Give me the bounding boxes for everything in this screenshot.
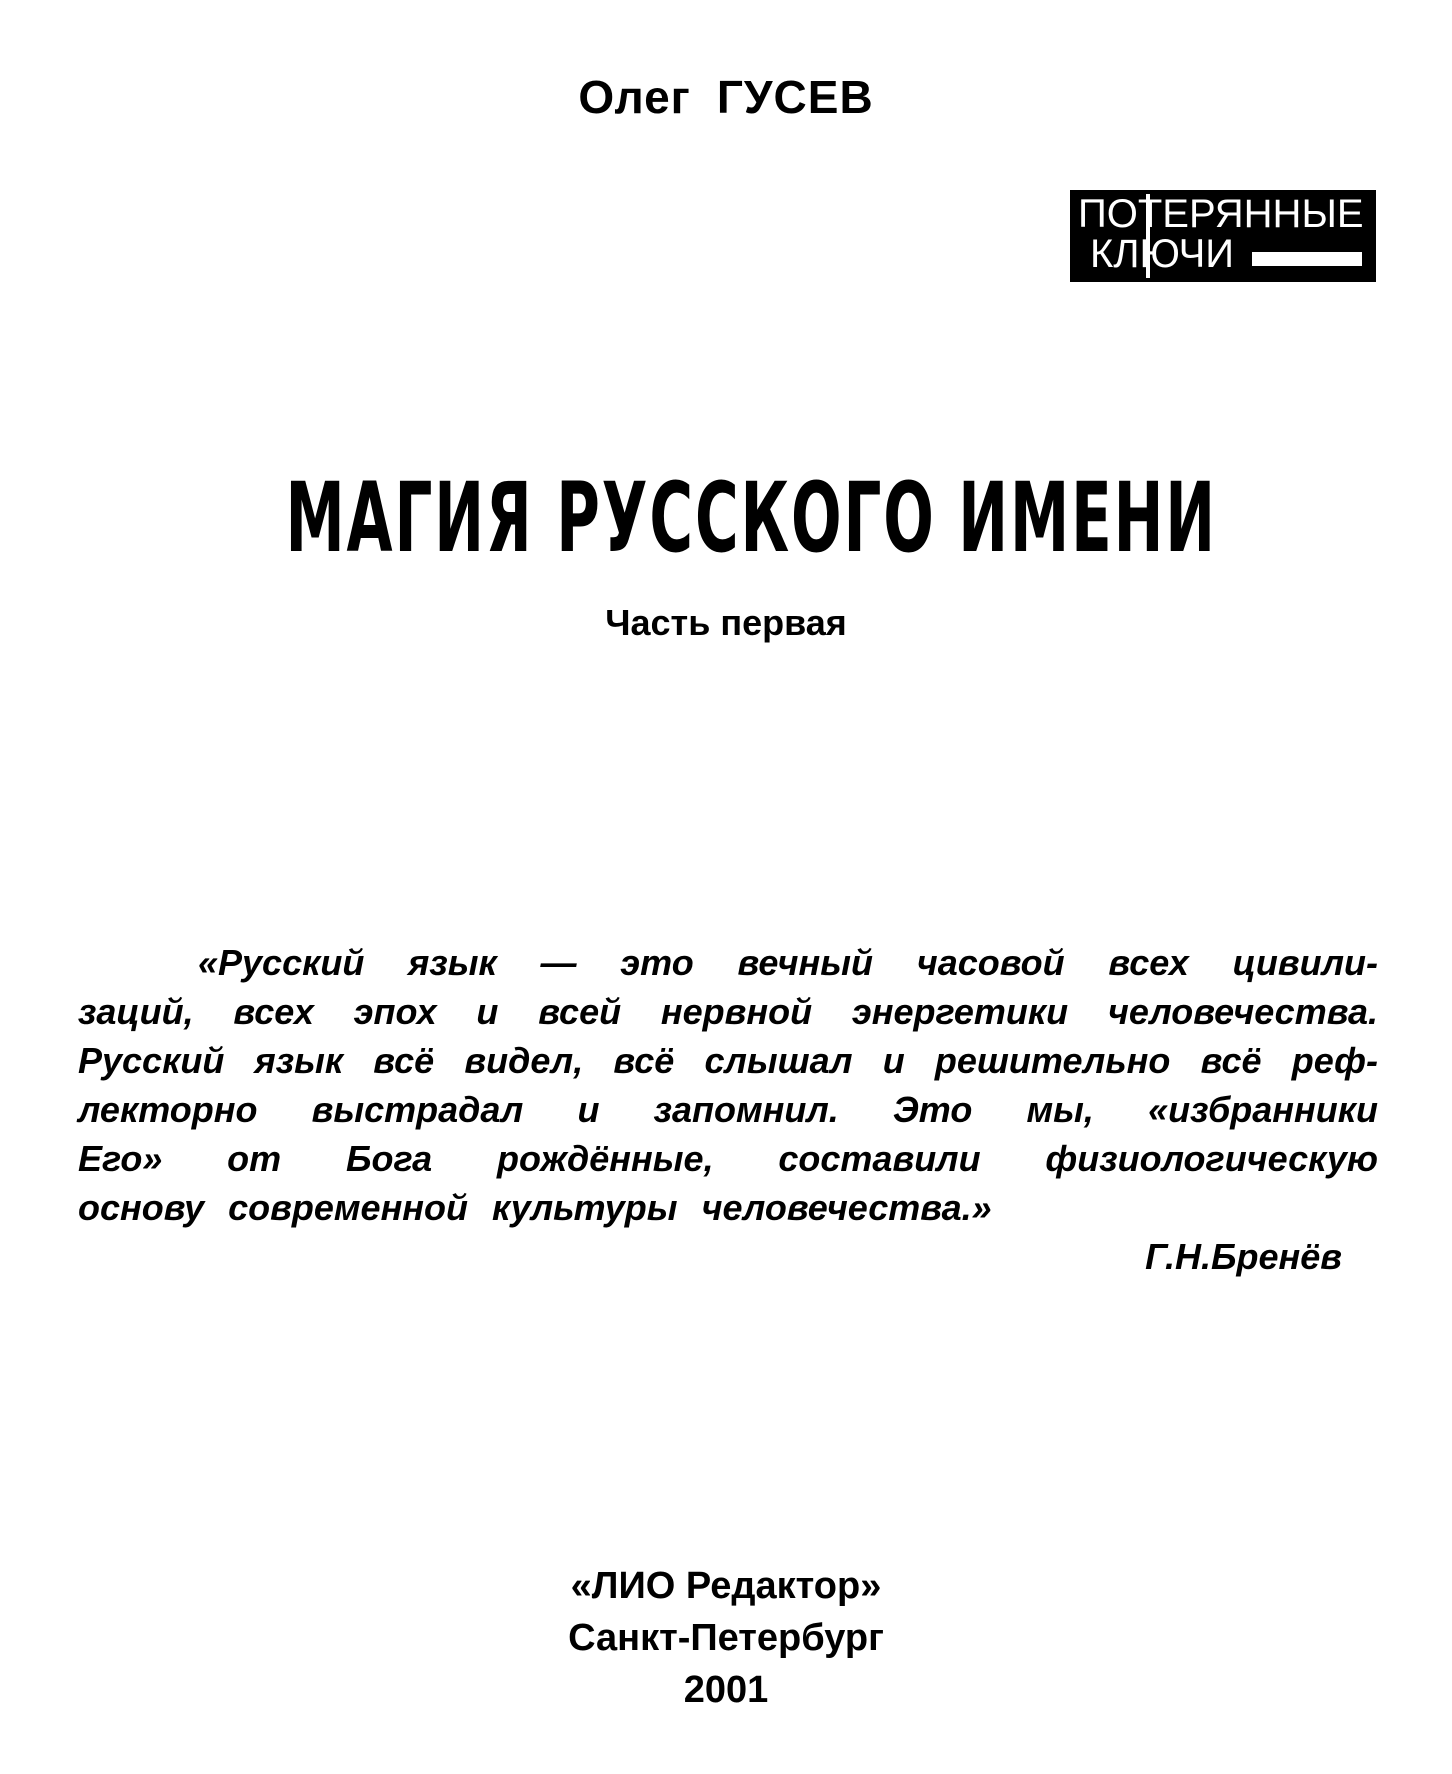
publication-year: 2001 (683, 1669, 769, 1711)
series-logo-line1: ПОТЕРЯННЫЕ (1078, 192, 1364, 236)
book-title-text: МАГИЯ РУССКОГО ИМЕНИ (285, 462, 1217, 574)
epigraph-line: «Русский язык — это вечный часовой всех цивили- (198, 942, 1378, 983)
author-first-name: Олег (578, 71, 691, 123)
publisher-block (0, 1560, 1452, 1716)
book-title (0, 462, 1452, 574)
epigraph-line: Русский язык всё видел, всё слышал и решительно всё реф- (78, 1040, 1378, 1081)
epigraph-attribution: Г.Н.Бренёв (1145, 1236, 1342, 1277)
author-last-name: ГУСЕВ (716, 71, 874, 123)
epigraph-line: основу современной культуры человечества.» (78, 1187, 992, 1228)
author-name (0, 70, 1452, 124)
series-logo (1070, 190, 1376, 282)
epigraph (78, 938, 1378, 1232)
epigraph-line: лекторно выстрадал и запомнил. Это мы, «избранники (78, 1089, 1378, 1130)
publisher-city: Санкт-Петербург (568, 1617, 884, 1659)
publisher-name: «ЛИО Редактор» (570, 1565, 882, 1607)
series-logo-line2: КЛЮЧИ (1090, 232, 1235, 276)
epigraph-line: Его» от Бога рождённые, составили физиологическую (78, 1138, 1378, 1179)
epigraph-line: заций, всех эпох и всей нервной энергетики человечества. (78, 991, 1378, 1032)
series-logo-bar-horizontal (1252, 252, 1362, 266)
book-subtitle: Часть первая (605, 602, 847, 643)
